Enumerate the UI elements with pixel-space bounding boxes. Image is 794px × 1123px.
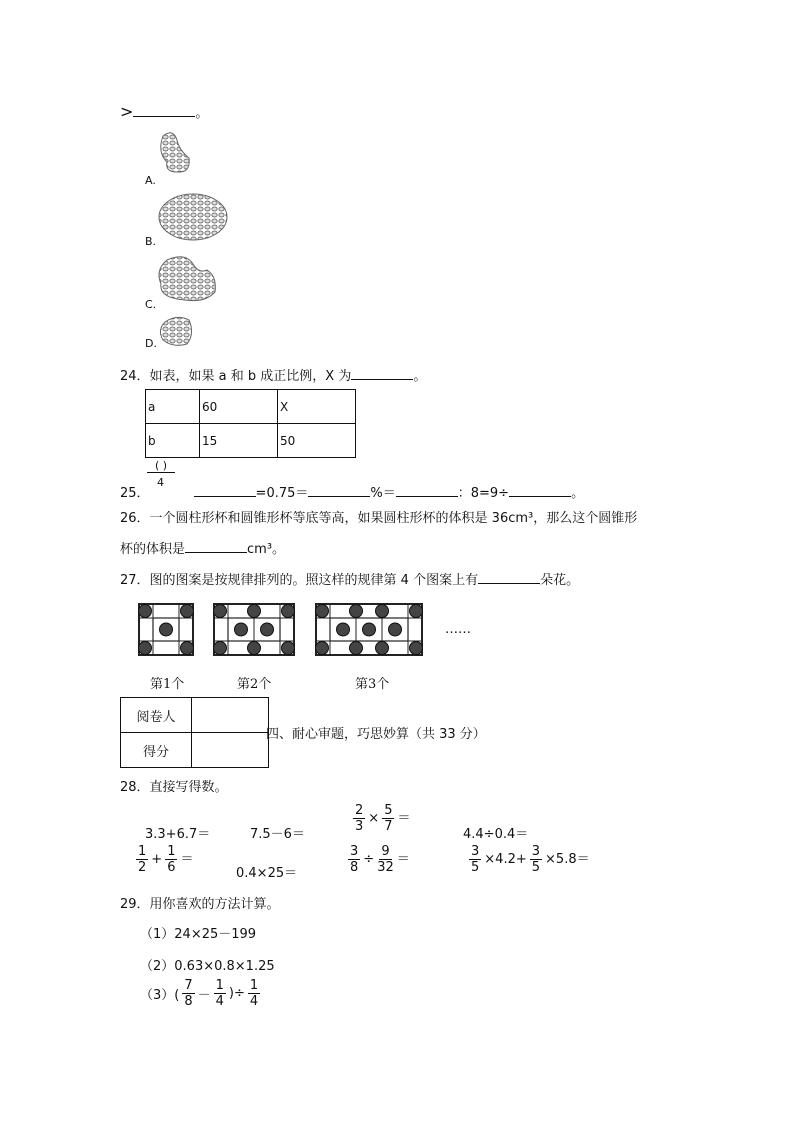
q29-part3: （3）( $\frac{7}{8}$ － $\frac{1}{4}$ )÷ $\frac{1}{4}$	[140, 978, 259, 1009]
q25-num: 25．	[120, 486, 150, 501]
table-cell: X	[278, 390, 356, 424]
table-cell: 15	[200, 424, 278, 458]
gt-sign: >	[120, 102, 134, 121]
expr-frac-add: $\frac{1}{2}$ + $\frac{1}{6}$ ＝	[138, 844, 194, 875]
flower-dot	[363, 623, 376, 636]
section-title: 四、耐心审题，巧思妙算（共 33 分）	[266, 727, 486, 742]
expr: 3.3+6.7＝	[145, 827, 211, 842]
expr-frac-div: $\frac{3}{8}$ ÷ $\frac{9}{32}$ ＝	[350, 844, 410, 875]
answer-blank	[478, 571, 540, 584]
expr: 7.5－6＝	[250, 827, 305, 842]
reviewer-label: 阅卷人	[121, 698, 192, 733]
flower-dot	[389, 623, 402, 636]
flower-dot	[261, 623, 274, 636]
expr: 4.4÷0.4＝	[463, 827, 529, 842]
q25-part: =0.75＝	[255, 486, 309, 501]
ellipsis: ……	[445, 622, 471, 637]
q24-suffix: 。	[413, 369, 427, 384]
shape-b	[159, 194, 227, 240]
q26-text: 杯的体积是	[120, 542, 186, 557]
option-c[interactable]: C.	[145, 298, 157, 311]
flower-dot	[139, 605, 152, 618]
q25-part: %＝	[370, 486, 396, 501]
score-table	[120, 697, 269, 768]
q24	[120, 365, 426, 384]
flower-dot	[316, 642, 329, 655]
table-cell: b	[146, 424, 200, 458]
answer-blank	[194, 484, 256, 497]
flower-dot	[139, 642, 152, 655]
q29-part1: （1）24×25－199	[140, 927, 257, 942]
q29-title: 29．用你喜欢的方法计算。	[120, 897, 280, 912]
reviewer-cell[interactable]	[192, 698, 269, 733]
shape-c	[159, 257, 215, 301]
flower-dot	[235, 623, 248, 636]
q26-unit: cm³。	[247, 542, 286, 557]
score-cell[interactable]	[192, 733, 269, 768]
table-cell: 50	[278, 424, 356, 458]
flower-dot	[410, 642, 423, 655]
flower-dot	[181, 605, 194, 618]
q25-frac-num: ( )	[147, 459, 175, 473]
flower-dot	[282, 605, 295, 618]
figure-label-1: 第1个	[150, 677, 185, 692]
shape-a	[161, 133, 190, 172]
answer-blank	[509, 484, 571, 497]
flower-dot	[350, 642, 363, 655]
q24-table	[145, 389, 356, 458]
flower-dot	[316, 605, 329, 618]
q23-tail	[120, 102, 208, 121]
flower-dot	[282, 642, 295, 655]
answer-blank	[185, 540, 247, 553]
score-label: 得分	[121, 733, 192, 768]
q25-end: 。	[571, 486, 585, 501]
q25-part: ：8=9÷	[457, 486, 510, 501]
figure-label-3: 第3个	[355, 677, 390, 692]
expr-frac-mul: $\frac{2}{3}$ × $\frac{5}{7}$ ＝	[355, 803, 411, 834]
q27-text: 27．图的图案是按规律排列的。照这样的规律第 4 个图案上有	[120, 573, 479, 588]
q27	[120, 569, 579, 588]
figure-label-2: 第2个	[237, 677, 272, 692]
option-shapes	[155, 128, 235, 353]
q26-line1: 26．一个圆柱形杯和圆锥形杯等底等高，如果圆柱形杯的体积是 36cm³，那么这个圆锥形	[120, 511, 638, 526]
flower-dot	[376, 605, 389, 618]
shape-d	[160, 317, 191, 345]
flower-dot	[214, 642, 227, 655]
q25-frac-den: 4	[157, 476, 164, 489]
answer-blank	[308, 484, 370, 497]
option-b[interactable]: B.	[145, 235, 157, 248]
flower-dot	[181, 642, 194, 655]
q28-title: 28．直接写得数。	[120, 780, 228, 795]
q29-part2: （2）0.63×0.8×1.25	[140, 959, 275, 974]
flower-dot	[337, 623, 350, 636]
answer-blank	[351, 367, 413, 380]
q25	[120, 482, 584, 501]
flower-dot	[160, 623, 173, 636]
flower-dot	[350, 605, 363, 618]
q24-text: 24．如表，如果 a 和 b 成正比例，X 为	[120, 369, 352, 384]
expr-frac-dist: $\frac{3}{5}$ ×4.2+ $\frac{3}{5}$ ×5.8＝	[471, 844, 590, 875]
flower-dot	[248, 642, 261, 655]
option-d[interactable]: D.	[145, 337, 157, 350]
flower-dot	[248, 605, 261, 618]
flower-dot	[410, 605, 423, 618]
table-cell: a	[146, 390, 200, 424]
option-a[interactable]: A.	[145, 174, 156, 187]
q23-suffix: 。	[195, 106, 209, 121]
pattern-figures	[136, 600, 436, 660]
q26-line2	[120, 538, 285, 557]
flower-dot	[376, 642, 389, 655]
table-cell: 60	[200, 390, 278, 424]
flower-dot	[214, 605, 227, 618]
q27-suffix: 朵花。	[540, 573, 580, 588]
expr: 0.4×25＝	[236, 866, 298, 881]
answer-blank	[396, 484, 458, 497]
answer-blank	[133, 104, 195, 117]
